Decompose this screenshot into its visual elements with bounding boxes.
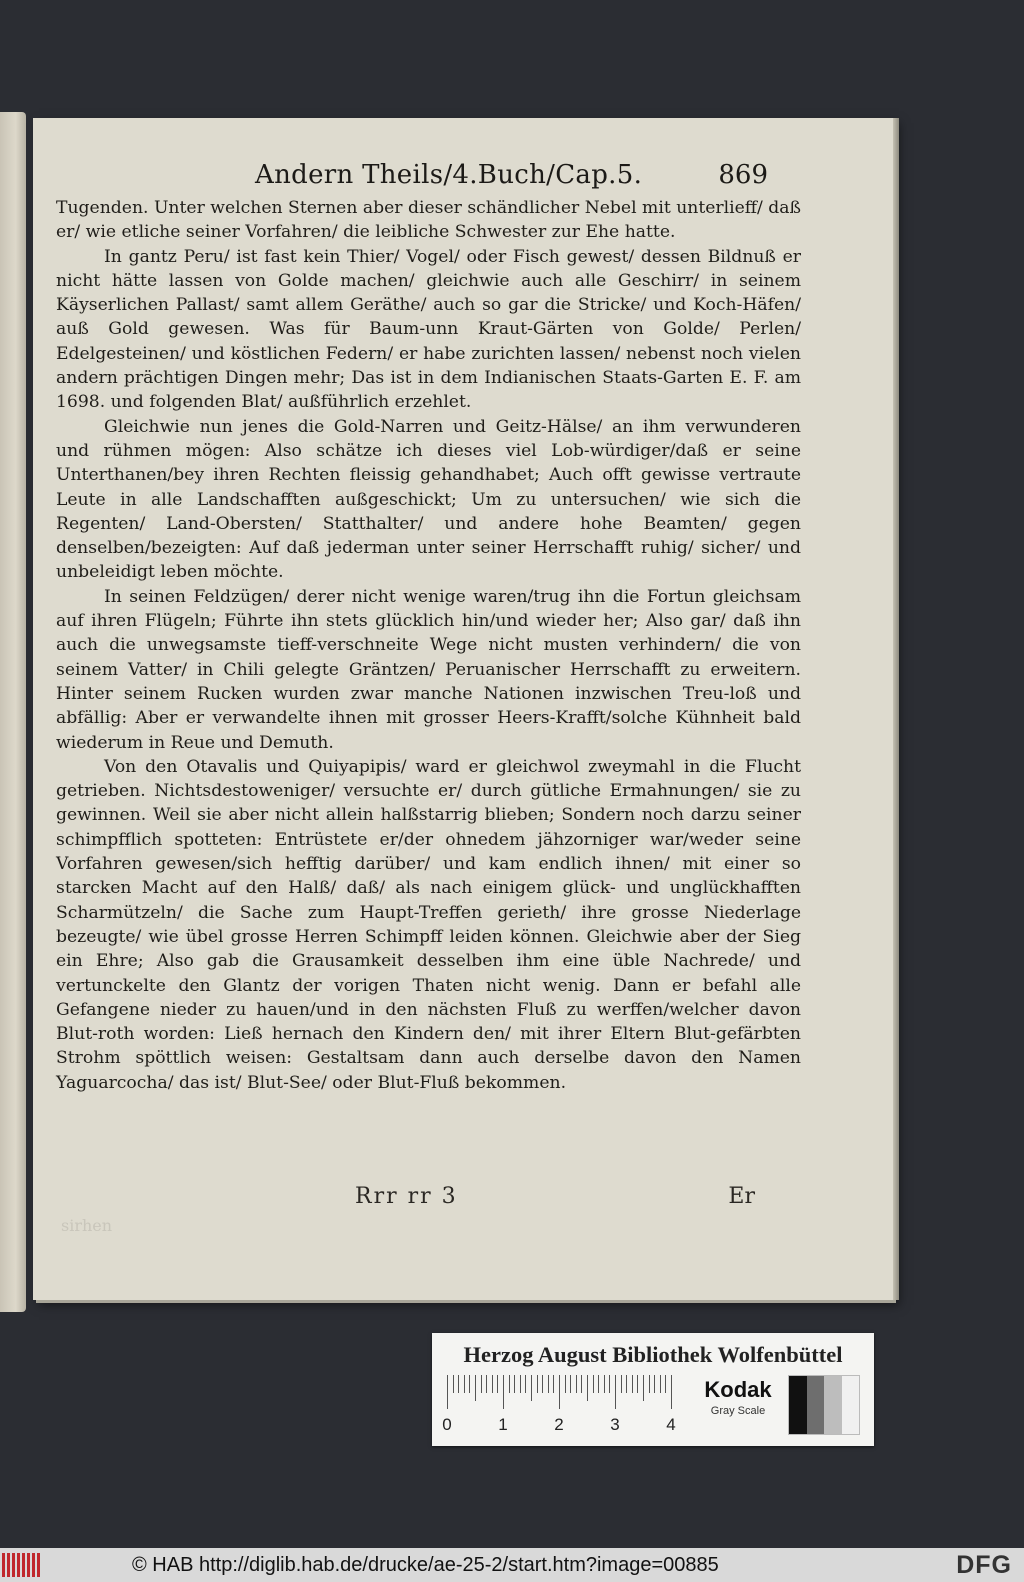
- paragraph-3: Gleichwie nun jenes die Gold-Narren und Geitz-Hälse/ an ihm verwunderen und rühmen mögen: Also schätze ich dieses viel Lob-würdiger/daß er seine Unterthanen/bey ihren Rechten fleissig gehandhabet; Auch offt gewisse vertraute Leute in alle Landschafften außgeschickt; Um zu untersuchen/ wie sich die Regenten/ Land-Obersten/ Statthalter/ und andere hohe Beamten/ gegen denselben/bezeigten: Auf daß jederman unter seiner Herrschafft ruhig/ sicher/ und unbeleidigt leben möchte.: [56, 416, 801, 583]
- ruler-tick: [537, 1375, 538, 1393]
- ruler-tick: [453, 1375, 454, 1393]
- paragraph-1: Tugenden. Unter welchen Sternen aber dieser schändlicher Nebel mit unterlieff/ daß er/ wie etliche seiner Vorfahren/ die leibliche Schwester zur Ehe hatte.: [56, 198, 802, 243]
- ruler-tick: [497, 1375, 498, 1393]
- facing-page-edge: [0, 112, 26, 1312]
- ruler-tick: [559, 1375, 560, 1409]
- ruler-tick: [660, 1375, 661, 1393]
- ruler-tick: [626, 1375, 627, 1393]
- barcode-icon: [2, 1553, 46, 1577]
- ruler-tick: [492, 1375, 493, 1393]
- ruler-tick: [553, 1375, 554, 1393]
- catchword: Er: [728, 1184, 755, 1209]
- ruler-tick: [621, 1375, 622, 1393]
- ruler-tick: [514, 1375, 515, 1393]
- ruler-tick: [520, 1375, 521, 1393]
- page-header: [33, 160, 893, 196]
- ruler-number: 1: [498, 1415, 508, 1434]
- paragraph-5: Von den Otavalis und Quiyapipis/ ward er gleichwol zweymahl in die Flucht getrieben. Nichtsdestoweniger/ versuchte er/ durch gütliche Ermahnungen/ sie zu gewinnen. Weil sie aber nicht allein halßstarrig blieben; Sondern noch darzu seiner schimpfflich spotteten: Entrüstete er/der ohnedem jähzorniger war/weder seine Vorfahren gewesen/sich hefftig darüber/ und kam endlich ihnen/ mit einer so starcken Macht auf den Halß/ daß/ als nach einigem glück- und unglückhafften Scharmützeln/ die Sache zum Haupt-Treffen gerieth/ ihre grosse Niederlage bezeugte/ wie übel grosse Herren Schimpff leiden können. Gleichwie aber der Sieg ein Ehre; Also gab die Grausamkeit desselben ihm eine üble Nachrede/ und vertunckelte den Glantz der vorigen Thaten nicht wenig. Dann er befahl alle Gefangene nieder zu hauen/und in den nächsten Fluß zu werffen/welcher davon Blut-roth worden: Ließ hernach den Kindern den/ mit ihrer Eltern Blut-gefärbten Strohm spöttlich weisen: Gestaltsam dann auch derselbe davon den Namen Yaguarcocha/ das ist/ Blut-See/ oder Blut-Fluß bekommen.: [56, 756, 801, 1093]
- ruler-tick: [464, 1375, 465, 1393]
- ruler-tick: [665, 1375, 666, 1393]
- gray-patch: [824, 1376, 842, 1434]
- ruler-tick: [598, 1375, 599, 1393]
- ruler-tick: [509, 1375, 510, 1393]
- ruler-tick: [671, 1375, 672, 1409]
- ruler-tick: [637, 1375, 638, 1393]
- gray-patch: [789, 1376, 807, 1434]
- ruler-tick: [548, 1375, 549, 1393]
- ruler-tick: [481, 1375, 482, 1393]
- body-text: [56, 196, 801, 1095]
- dfg-logo: DFG: [956, 1551, 1012, 1579]
- gray-patches: [788, 1375, 860, 1435]
- ruler-tick: [475, 1375, 476, 1401]
- ruler-tick: [531, 1375, 532, 1401]
- ruler-number: 3: [610, 1415, 620, 1434]
- page-footer: [33, 1184, 893, 1214]
- ruler-tick: [469, 1375, 470, 1393]
- ruler-tick: [565, 1375, 566, 1393]
- ruler-number: 0: [442, 1415, 452, 1434]
- ruler-tick: [570, 1375, 571, 1393]
- color-scale-card: [432, 1333, 874, 1446]
- ruler-tick: [587, 1375, 588, 1401]
- gray-patch: [842, 1376, 860, 1434]
- running-head: Andern Theils/4.Buch/Cap.5.: [255, 160, 643, 190]
- viewer-footer: [0, 1548, 1024, 1582]
- ruler-tick: [615, 1375, 616, 1409]
- book-page: [33, 118, 893, 1300]
- signature-mark: Rrr rr 3: [355, 1184, 458, 1209]
- ruler-number: 4: [666, 1415, 676, 1434]
- ruler-number: 2: [554, 1415, 564, 1434]
- ruler-tick: [593, 1375, 594, 1393]
- copyright-link[interactable]: © HAB http://diglib.hab.de/drucke/ae-25-2/start.htm?image=00885: [132, 1554, 719, 1576]
- paragraph-4: In seinen Feldzügen/ derer nicht wenige waren/trug ihn die Fortun gleichsam auf ihren Flügeln; Führte ihn stets glücklich hin/und wieder her; Also gar/ daß ihn auch die unwegsamste tieff-verschneite Wege nicht musten verhindern/ die von seinem Vatter/ in Chili gelegte Gräntzen/ Peruanischer Herrschafft zu erweitern. Hinter seinem Rucken wurden zwar manche Nationen inzwischen Treu-loß und abfällig: Aber er verwandelte ihnen mit grosser Heers-Krafft/solche Kühnheit bald wiederum in Reue und Demuth.: [56, 586, 801, 753]
- gray-patch: [807, 1376, 825, 1434]
- show-through-text: sirhen: [61, 1216, 113, 1235]
- ruler-tick: [643, 1375, 644, 1401]
- ruler-tick: [458, 1375, 459, 1393]
- library-name: Herzog August Bibliothek Wolfenbüttel: [463, 1342, 843, 1367]
- page-number: 869: [718, 160, 768, 190]
- ruler-tick: [576, 1375, 577, 1393]
- ruler-tick: [654, 1375, 655, 1393]
- ruler-tick: [604, 1375, 605, 1393]
- ruler-tick: [525, 1375, 526, 1393]
- ruler-tick: [542, 1375, 543, 1393]
- ruler-tick: [609, 1375, 610, 1393]
- paragraph-2: In gantz Peru/ ist fast kein Thier/ Vogel/ oder Fisch gewest/ dessen Bildnuß er nicht hätte lassen von Golde machen/ gleichwie auch alle Geschirr/ in seinem Käyserlichen Pallast/ samt allem Geräthe/ auch so gar die Stricke/ und Koch-Häfen/ auß Gold gewesen. Was für Baum-unn Kraut-Gärten von Golde/ Perlen/ Edelgesteinen/ und köstlichen Federn/ er habe zurichten lassen/ nebenst noch vielen andern prächtigen Dingen mehr; Das ist in dem Indianischen Staats-Garten E. F. am 1698. und folgenden Blat/ außführlich erzehlet.: [56, 246, 801, 413]
- ruler: [442, 1375, 704, 1433]
- ruler-tick: [581, 1375, 582, 1393]
- ruler-tick: [632, 1375, 633, 1393]
- kodak-logo: Kodak: [704, 1377, 772, 1402]
- ruler-tick: [486, 1375, 487, 1393]
- ruler-tick: [447, 1375, 448, 1409]
- gray-scale-label: Gray Scale: [710, 1405, 766, 1417]
- ruler-tick: [503, 1375, 504, 1409]
- ruler-tick: [649, 1375, 650, 1393]
